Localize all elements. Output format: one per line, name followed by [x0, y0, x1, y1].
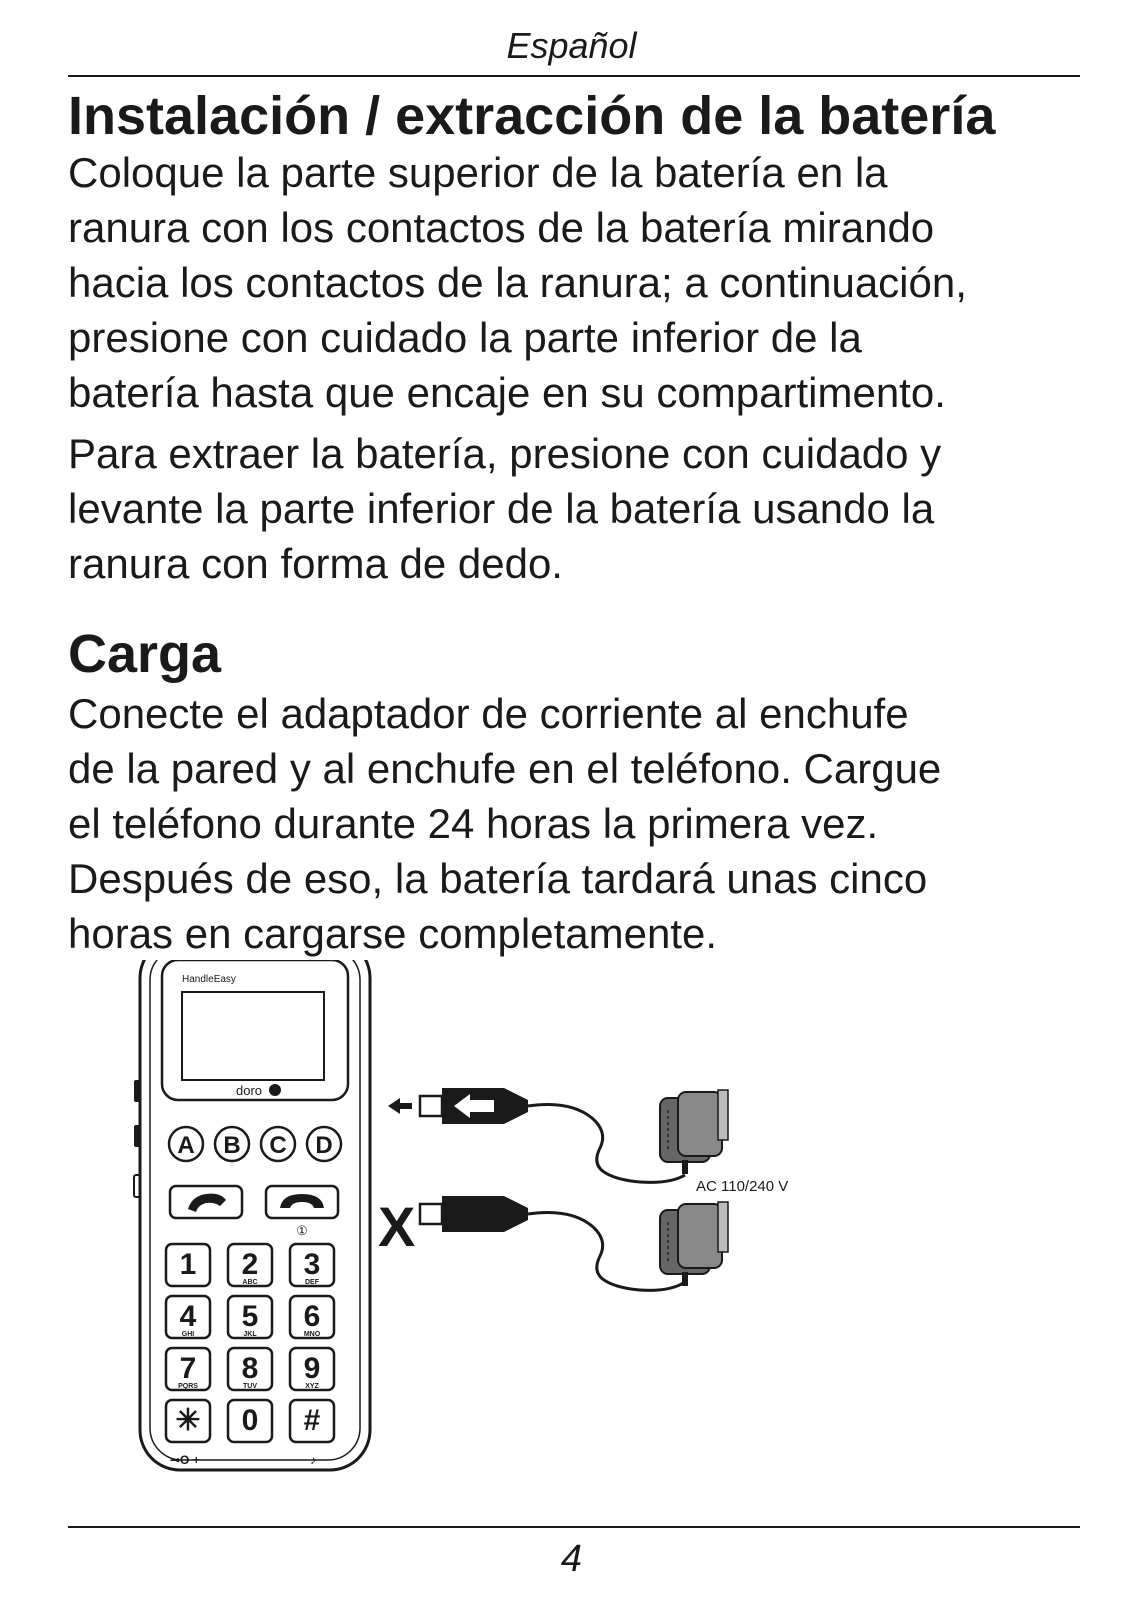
text-line: Coloque la parte superior de la batería en la	[68, 149, 888, 196]
keypad-key	[290, 1244, 334, 1286]
text-line: de la pared y al enchufe en el teléfono. Cargue	[68, 745, 942, 792]
keylock-icon: ⊸O +	[170, 1453, 200, 1467]
brand-logo-icon	[269, 1084, 281, 1096]
keypad-digit: 2	[241, 1248, 259, 1281]
page-number: 4	[560, 1538, 583, 1580]
insert-direction-arrow-icon	[388, 1098, 412, 1114]
keypad-key	[290, 1348, 334, 1390]
connector-strain-relief	[504, 1088, 528, 1124]
correct-connector	[388, 1088, 788, 1195]
quick-key-label: A	[177, 1132, 195, 1159]
quick-key-label: C	[269, 1132, 287, 1159]
connector-tip	[420, 1204, 442, 1224]
header-divider	[68, 75, 1080, 77]
footer-divider	[68, 1526, 1080, 1528]
keypad-key	[290, 1296, 334, 1338]
connector-strain-relief	[504, 1196, 528, 1232]
keypad-digit: ✳	[175, 1404, 201, 1437]
text-line: Después de eso, la batería tardará unas cinco	[68, 855, 928, 902]
header-language: Español	[506, 25, 637, 66]
text-line: ranura con los contactos de la batería mirando	[68, 204, 935, 251]
section-title-charging: Carga	[68, 624, 222, 684]
keypad-key	[228, 1400, 272, 1442]
keypad-key	[166, 1348, 210, 1390]
wrong-connection-mark: X	[378, 1195, 416, 1258]
side-button-icon	[134, 1080, 140, 1102]
text-line: Conecte el adaptador de corriente al enchufe	[68, 690, 909, 737]
battery-remove-paragraph	[68, 426, 1108, 591]
keypad-key	[290, 1400, 334, 1442]
keypad-letters: JKL	[243, 1331, 257, 1338]
keypad-digit: 0	[241, 1404, 259, 1437]
connector-tip	[420, 1096, 442, 1116]
side-button-icon	[134, 1125, 140, 1147]
keypad-letters: PQRS	[178, 1383, 198, 1390]
keypad-key	[228, 1244, 272, 1286]
text-line: presione con cuidado la parte inferior de la	[68, 314, 862, 361]
keypad-digit: 4	[179, 1300, 197, 1333]
keypad-letters: GHI	[181, 1331, 195, 1338]
text-line: batería hasta que encaje en su compartimento.	[68, 369, 946, 416]
phone-model-label: HandleEasy	[182, 974, 236, 985]
keypad-letters: TUV	[243, 1383, 257, 1390]
quick-key-label: B	[223, 1132, 241, 1159]
charging-paragraph	[68, 686, 1108, 961]
keypad-digit: 8	[241, 1352, 259, 1385]
keypad-key	[166, 1296, 210, 1338]
text-line: horas en cargarse completamente.	[68, 910, 718, 957]
keypad-letters: DEF	[305, 1279, 319, 1286]
keypad-digit: 1	[179, 1248, 197, 1281]
keypad-key	[228, 1296, 272, 1338]
connector-plug	[442, 1196, 504, 1232]
brand-logo-label: doro	[236, 1083, 263, 1098]
keypad-digit: 3	[303, 1248, 321, 1281]
quick-key-label: D	[315, 1132, 333, 1159]
keypad-digit: #	[303, 1404, 321, 1437]
silent-mode-icon: ♪	[310, 1453, 316, 1467]
keypad-letters: ABC	[242, 1279, 258, 1286]
keypad-letters: XYZ	[305, 1383, 319, 1390]
section-title-battery: Instalación / extracción de la batería	[68, 86, 996, 146]
keypad-letters: MNO	[303, 1331, 321, 1338]
power-adapter-icon	[660, 1090, 728, 1174]
text-line: el teléfono durante 24 horas la primera vez.	[68, 800, 879, 847]
charging-diagram	[130, 960, 830, 1515]
keypad-key	[228, 1348, 272, 1390]
phone-illustration	[134, 960, 370, 1470]
keypad-key	[166, 1244, 210, 1286]
incorrect-connector	[378, 1195, 728, 1290]
power-adapter-icon	[660, 1202, 728, 1286]
phone-screen	[182, 992, 324, 1080]
text-line: levante la parte inferior de la batería usando la	[68, 485, 935, 532]
adapter-voltage-label: AC 110/240 V	[696, 1178, 789, 1195]
side-button-icon	[134, 1175, 140, 1197]
text-line: ranura con forma de dedo.	[68, 540, 563, 587]
keypad-digit: 7	[179, 1352, 197, 1385]
charging-illustration	[130, 960, 830, 1515]
text-line: hacia los contactos de la ranura; a continuación,	[68, 259, 967, 306]
keypad-digit: 6	[303, 1300, 321, 1333]
keypad-digit: 5	[241, 1300, 259, 1333]
keypad-key	[166, 1400, 210, 1442]
keypad-digit: 9	[303, 1352, 321, 1385]
battery-install-paragraph	[68, 145, 1108, 420]
text-line: Para extraer la batería, presione con cuidado y	[68, 430, 942, 477]
power-symbol-icon: ①	[296, 1223, 308, 1238]
